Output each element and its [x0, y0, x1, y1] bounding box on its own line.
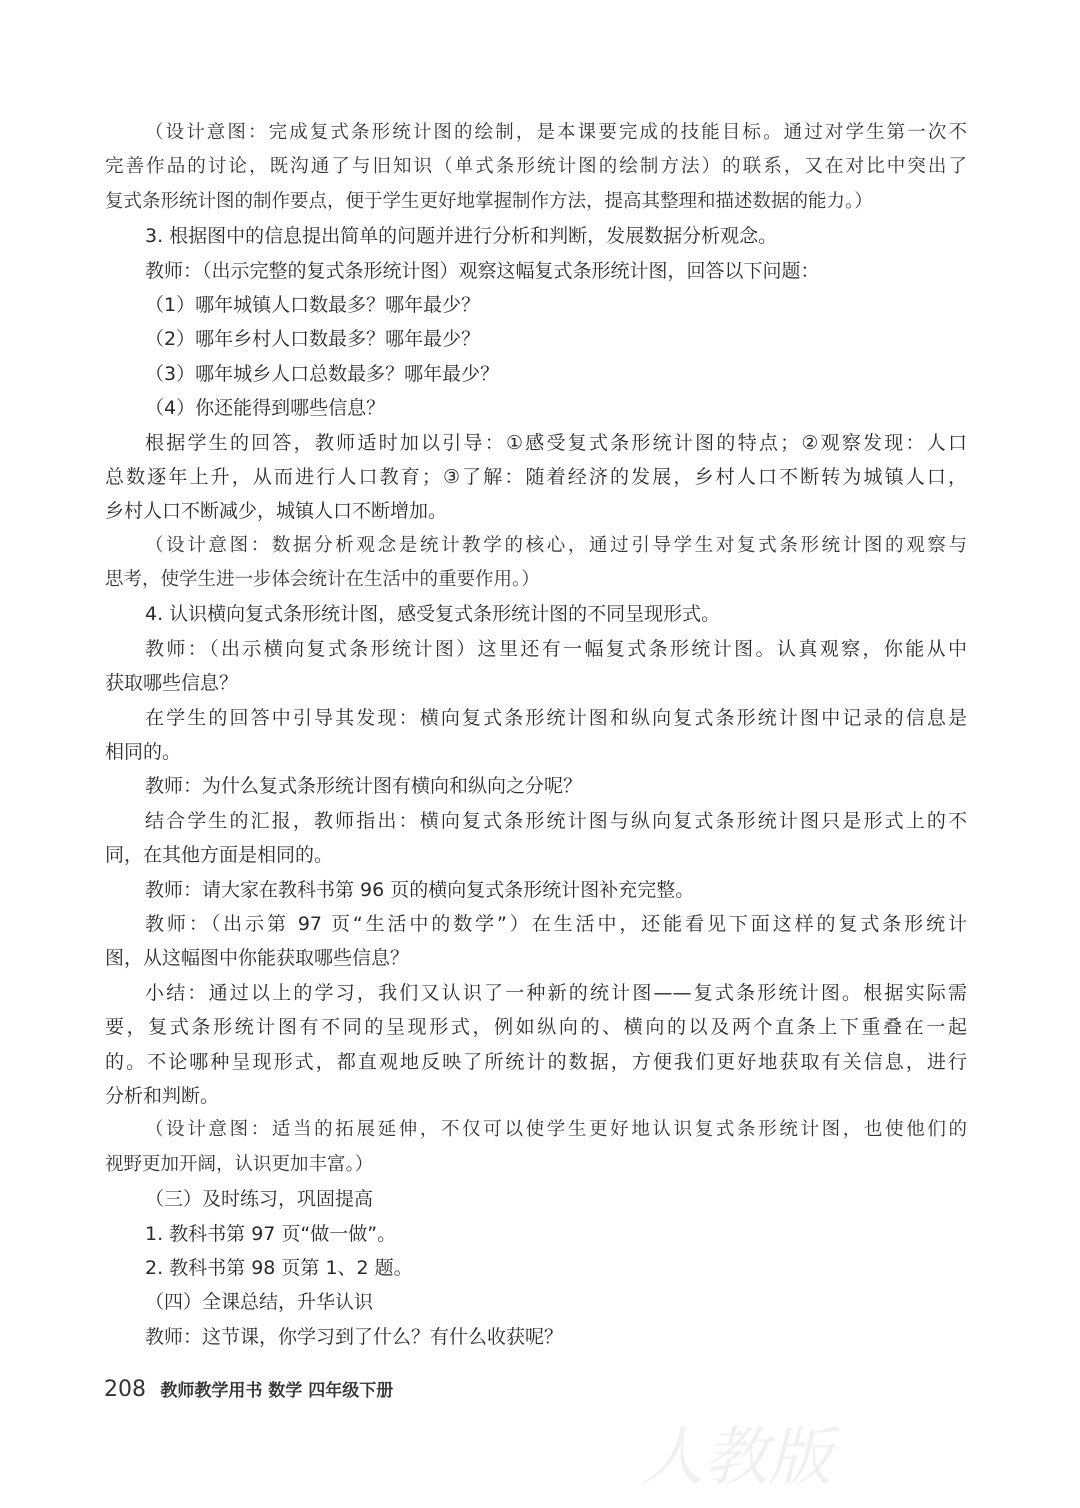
text-line: 1. 教科书第 97 页“做一做”。	[145, 1222, 397, 1245]
text-line: 完善作品的讨论，既沟通了与旧知识（单式条形统计图的绘制方法）的联系，又在对比中突出了	[105, 156, 967, 178]
text-line: （1）哪年城镇人口数最多？哪年最少？	[145, 293, 481, 316]
paragraph	[105, 1320, 967, 1354]
paragraph	[105, 254, 967, 288]
text-line: 思考，使学生进一步体会统计在生活中的重要作用。）	[105, 569, 540, 591]
text-line: 要，复式条形统计图有不同的呈现形式，例如纵向的、横向的以及两个直条上下重叠在一起	[105, 1016, 967, 1039]
page-number: 208	[104, 1377, 146, 1402]
text-line: 2. 教科书第 98 页第 1、2 题。	[145, 1256, 413, 1279]
text-line: 教师：（出示完整的复式条形统计图）观察这幅复式条形统计图，回答以下问题：	[145, 259, 820, 282]
text-line: 结合学生的汇报，教师指出：横向复式条形统计图与纵向复式条形统计图只是形式上的不	[145, 809, 967, 832]
text-line: 复式条形统计图的制作要点，便于学生更好地掌握制作方法，提高其整理和描述数据的能力。）	[105, 190, 873, 212]
text-line: 获取哪些信息？	[105, 672, 239, 695]
text-line: （3）哪年城乡人口总数最多？哪年最少？	[145, 362, 500, 385]
text-line: 同，在其他方面是相同的。	[105, 844, 334, 867]
text-line: 总数逐年上升，从而进行人口教育；③了解：随着经济的发展，乡村人口不断转为城镇人口，	[105, 465, 967, 488]
text-line: 3. 根据图中的信息提出简单的问题并进行分析和判断，发展数据分析观念。	[145, 225, 778, 248]
text-line: 教师：这节课，你学习到了什么？有什么收获呢？	[145, 1325, 564, 1348]
text-line: （设计意图：适当的拓展延伸，不仅可以使学生更好地认识复式条形统计图，也使他们的	[145, 1119, 967, 1141]
text-line: （2）哪年乡村人口数最多？哪年最少？	[145, 328, 481, 351]
page-footer	[104, 1374, 393, 1404]
text-line: （四）全课总结，升华认识	[145, 1291, 374, 1314]
text-line: 视野更加开阔，认识更加丰富。）	[105, 1153, 374, 1175]
paragraph	[105, 976, 967, 1114]
book-title: 教师教学用书 数学 四年级下册	[160, 1381, 394, 1401]
text-line: 的。不论哪种呈现形式，都直观地反映了所统计的数据，方便我们更好地获取有关信息，进行	[105, 1050, 967, 1073]
text-line: 4. 认识横向复式条形统计图，感受复式条形统计图的不同呈现形式。	[145, 603, 721, 626]
paragraph	[105, 1182, 967, 1216]
paragraph	[105, 632, 967, 701]
text-line: 相同的。	[105, 741, 182, 764]
paragraph	[105, 873, 967, 907]
paragraph	[105, 804, 967, 873]
paragraph	[105, 357, 967, 391]
text-line: 教师：（出示第 97 页“生活中的数学”）在生活中，还能看见下面这样的复式条形统计	[145, 912, 967, 935]
design-intent-note	[105, 529, 967, 598]
paragraph	[105, 1251, 967, 1285]
paragraph	[105, 597, 967, 631]
paragraph	[105, 1285, 967, 1319]
text-line: （4）你还能得到哪些信息？	[145, 397, 386, 420]
text-line: （设计意图：数据分析观念是统计教学的核心，通过引导学生对复式条形统计图的观察与	[145, 534, 967, 556]
text-line: （设计意图：完成复式条形统计图的绘制，是本课要完成的技能目标。通过对学生第一次不	[145, 122, 967, 143]
paragraph	[105, 288, 967, 322]
paragraph	[105, 1217, 967, 1251]
design-intent-note	[105, 1113, 967, 1182]
paragraph	[105, 907, 967, 976]
text-line: 教师：为什么复式条形统计图有横向和纵向之分呢？	[145, 775, 583, 798]
paragraph	[105, 426, 967, 529]
text-line: 教师：（出示横向复式条形统计图）这里还有一幅复式条形统计图。认真观察，你能从中	[145, 637, 967, 660]
text-line: 图，从这幅图中你能获取哪些信息？	[105, 947, 410, 970]
text-line: 在学生的回答中引导其发现：横向复式条形统计图和纵向复式条形统计图中记录的信息是	[145, 706, 967, 729]
publisher-watermark: 人教版	[640, 1421, 832, 1495]
paragraph	[105, 322, 967, 356]
text-line: （三）及时练习，巩固提高	[145, 1188, 374, 1211]
design-intent-note	[105, 116, 967, 219]
text-line: 教师：请大家在教科书第 96 页的横向复式条形统计图补充完整。	[145, 878, 695, 901]
paragraph	[105, 219, 967, 253]
text-line: 分析和判断。	[105, 1084, 220, 1107]
page-body	[105, 116, 967, 1354]
text-line: 小结：通过以上的学习，我们又认识了一种新的统计图——复式条形统计图。根据实际需	[145, 981, 967, 1004]
text-line: 乡村人口不断减少，城镇人口不断增加。	[105, 500, 448, 523]
text-line: 根据学生的回答，教师适时加以引导：①感受复式条形统计图的特点；②观察发现：人口	[145, 431, 967, 454]
paragraph	[105, 769, 967, 803]
paragraph	[105, 391, 967, 425]
paragraph	[105, 701, 967, 770]
